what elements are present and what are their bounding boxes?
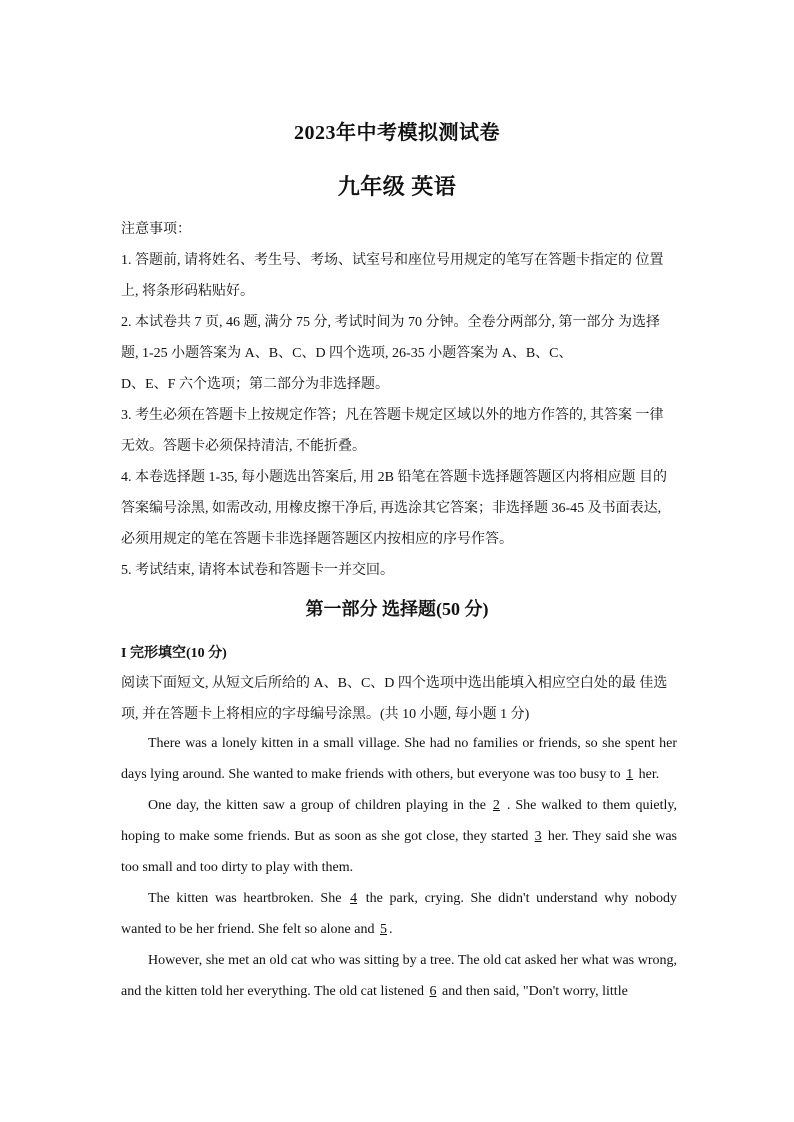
passage-text: The kitten was heartbroken. She: [148, 891, 349, 906]
passage-text: . She walked to them quietly, hoping to make some friends. But as soon as she got close, they started: [121, 798, 677, 844]
blank-2: 2: [492, 798, 500, 813]
note-item: D、E、F 六个选项；第二部分为非选择题。: [121, 377, 389, 392]
instructions-block: [121, 668, 677, 730]
passage-text: and then said, "Don't worry, little: [438, 984, 628, 999]
notes-block: [121, 214, 677, 586]
reading-passage: [121, 728, 677, 1007]
passage-text: One day, the kitten saw a group of children playing in the: [148, 798, 491, 813]
blank-5: 5: [379, 922, 387, 937]
passage-paragraph: [121, 945, 677, 1007]
notes-heading: 注意事项：: [121, 222, 191, 237]
note-item: 3. 考生必须在答题卡上按规定作答；凡在答题卡规定区域以外的地方作答的, 其答案 一律无效。答题卡必须保持清洁, 不能折叠。: [121, 408, 664, 454]
passage-text: However, she met an old cat who was sitting by a tree. The old cat asked her what was wrong, and the kitten told her everything. The old cat listened: [121, 953, 677, 999]
blank-4: 4: [350, 891, 358, 906]
note-item: 1. 答题前, 请将姓名、考生号、考场、试室号和座位号用规定的笔写在答题卡指定的 位置上, 将条形码粘贴好。: [121, 253, 664, 299]
instructions: 阅读下面短文, 从短文后所给的 A、B、C、D 四个选项中选出能填入相应空白处的最 佳选项, 并在答题卡上将相应的字母编号涂黑。(共 10 小题, 每小题 1 分): [121, 676, 668, 722]
passage-text: There was a lonely kitten in a small village. She had no families or friends, so she spent her days lying around. She wanted to make friends with others, but everyone was too busy to: [121, 736, 677, 782]
note-item: 5. 考试结束, 请将本试卷和答题卡一并交回。: [121, 563, 394, 578]
note-item: 2. 本试卷共 7 页, 46 题, 满分 75 分, 考试时间为 70 分钟。全卷分两部分, 第一部分 为选择题, 1-25 小题答案为 A、B、C、D 四个选项, 26-35 小题答案为 A、B、C、: [121, 315, 660, 361]
passage-text: her.: [635, 767, 660, 782]
note-item: 4. 本卷选择题 1-35, 每小题选出答案后, 用 2B 铅笔在答题卡选择题答题区内将相应题 目的答案编号涂黑, 如需改动, 用橡皮擦干净后, 再选涂其它答案；非选择题 36-45 及书面表达, 必须用规定的笔在答题卡非选择题答题区内按相应的序号作答。: [121, 470, 667, 547]
part-heading: I 完形填空(10 分): [121, 646, 227, 661]
section-title: 第一部分 选择题(50 分): [305, 599, 489, 619]
passage-paragraph: [121, 883, 677, 945]
passage-text: the park, crying. She didn't understand why nobody wanted to be her friend. She felt so alone and: [121, 891, 677, 937]
passage-paragraph: [121, 790, 677, 883]
blank-1: 1: [626, 767, 634, 782]
exam-title: 2023年中考模拟测试卷: [294, 122, 500, 144]
passage-paragraph: [121, 728, 677, 790]
blank-3: 3: [534, 829, 542, 844]
exam-subtitle: 九年级 英语: [337, 174, 457, 199]
passage-text: her. They said she was too small and too dirty to play with them.: [121, 829, 677, 875]
passage-text: .: [388, 922, 393, 937]
blank-6: 6: [429, 984, 437, 999]
